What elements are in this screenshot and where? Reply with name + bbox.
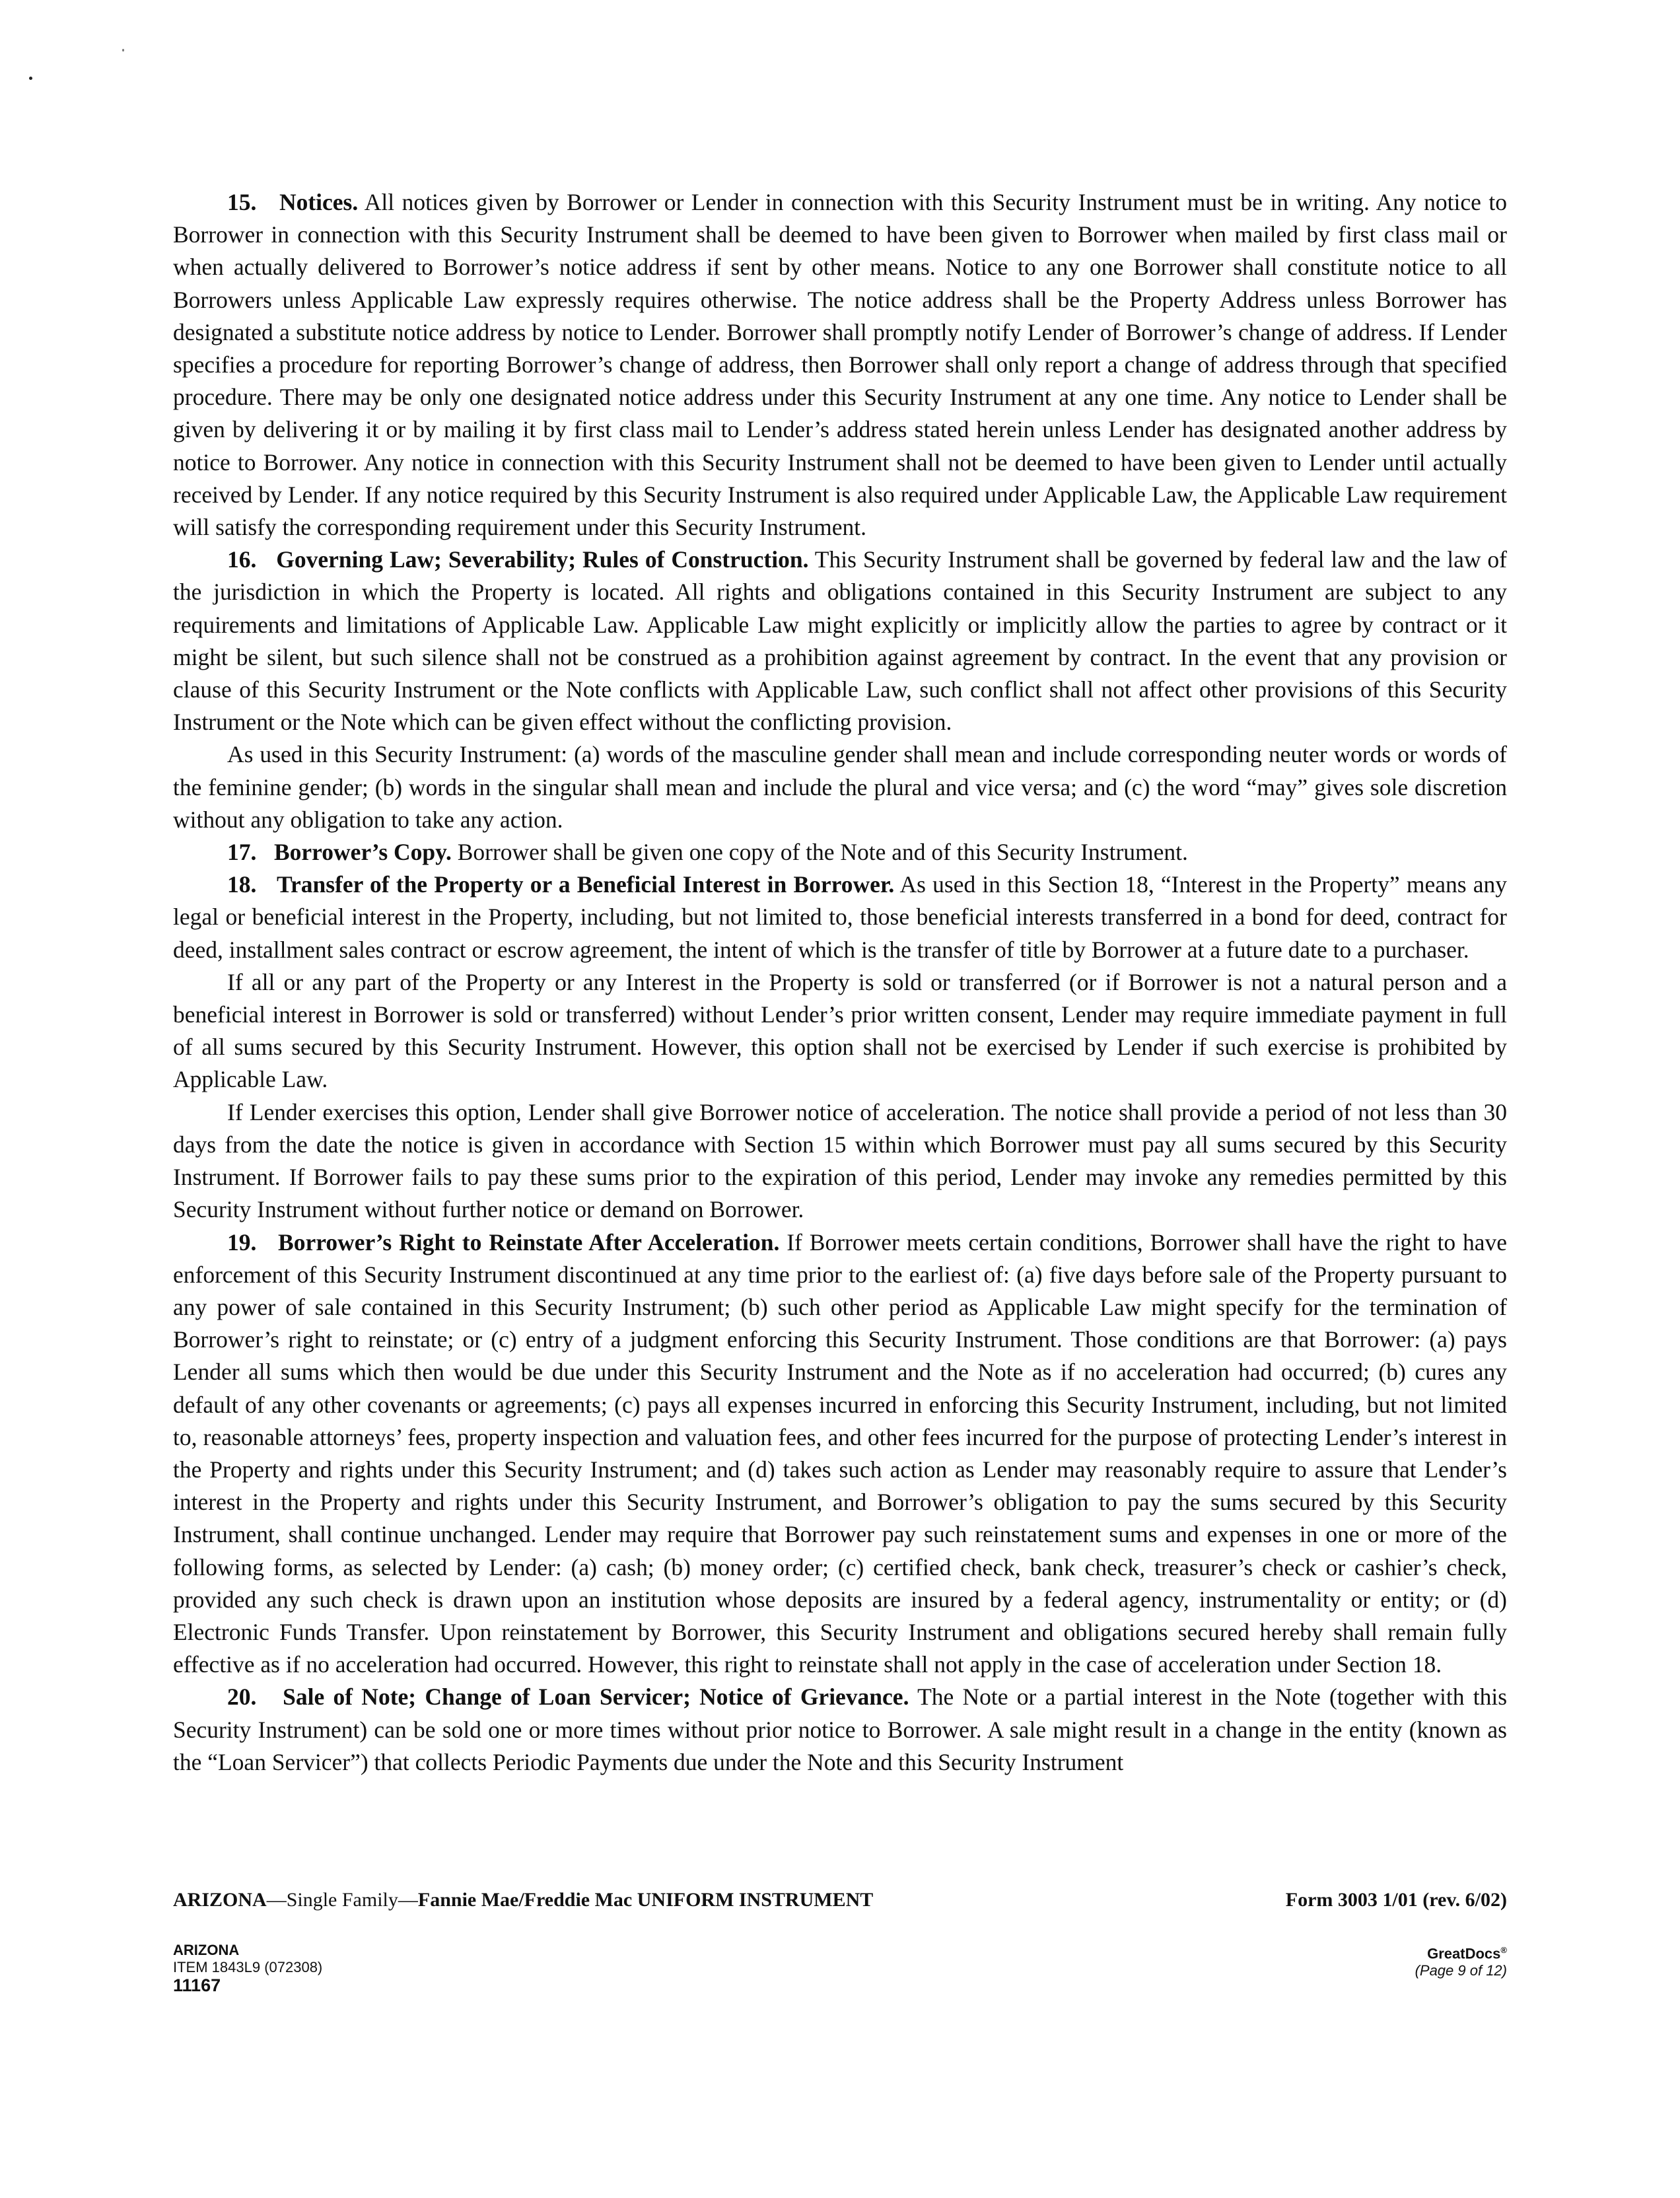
registered-mark: ® <box>1500 1945 1507 1955</box>
footer-state-label: ARIZONA <box>173 1942 240 1958</box>
item-code: ITEM 1843L9 (072308) <box>173 1959 323 1975</box>
page-number: (Page 9 of 12) <box>1415 1962 1507 1979</box>
instrument-title <box>173 1889 873 1911</box>
section-number: 19. <box>227 1228 257 1256</box>
section-text: If Borrower meets certain conditions, Borrower shall have the right to have enforcement of this Security Instrument discontinued at any time prior to the earliest of: (a) five days before sale of the Property pursuant to any power of sale contained in this Security Instrument; (b) such other period as Applicable Law might specify for the termination of Borrower’s right to reinstate; or (c) entry of a judgment enforcing this Security Instrument. Those conditions are that Borrower: (a) pays Lender all sums which then would be due under this Security Instrument and the Note as if no acceleration had occurred; (b) cures any default of any other covenants or agreements; (c) pays all expenses incurred in enforcing this Security Instrument, including, but not limited to, reasonable attorneys’ fees, property inspection and valuation fees, and other fees incurred for the purpose of protecting Lender’s interest in the Property and rights under this Security Instrument; and (d) takes such action as Lender may reasonably require to assure that Lender’s interest in the Property and rights under this Security Instrument, and Borrower’s obligation to pay the sums secured by this Security Instrument, shall continue unchanged. Lender may require that Borrower pay such reinstatement sums and expenses in one or more of the following forms, as selected by Lender: (a) cash; (b) money order; (c) certified check, bank check, treasurer’s check or cashier’s check, provided any such check is drawn upon an institution whose deposits are insured by a federal agency, instrumentality or entity; or (d) Electronic Funds Transfer. Upon reinstatement by Borrower, this Security Instrument and obligations secured hereby shall remain fully effective as if no acceleration had occurred. However, this right to reinstate shall not apply in the case of acceleration under Section 18. <box>173 1228 1508 1678</box>
section-number: 17. <box>227 839 257 866</box>
footer-family: —Single Family— <box>266 1889 418 1911</box>
footer-brand <box>1415 1942 1507 1979</box>
document-body <box>173 186 1507 1779</box>
scan-speck <box>122 49 124 52</box>
section-heading: Notices. <box>279 189 359 215</box>
section-16-paragraph: As used in this Security Instrument: (a) words of the masculine gender shall mean and include corresponding neuter words or words of the feminine gender; (b) words in the singular shall mean and include the plural and vice versa; and (c) the word “may” gives sole discretion without any obligation to take any action. <box>173 741 1507 833</box>
brand-text: GreatDocs <box>1427 1945 1501 1962</box>
section-number: 15. <box>227 189 257 215</box>
section-heading: Governing Law; Severability; Rules of Construction. <box>276 546 809 573</box>
doc-number: 11167 <box>173 1975 221 1995</box>
section-20 <box>173 1681 1507 1779</box>
brand-name <box>1415 1942 1507 1962</box>
section-heading: Borrower’s Copy. <box>274 839 452 866</box>
footer-meta <box>173 1942 322 1995</box>
section-heading: Transfer of the Property or a Beneficial Interest in Borrower. <box>276 871 895 898</box>
section-15 <box>173 186 1507 544</box>
section-18 <box>173 869 1507 966</box>
section-text: As used in this Section 18, “Interest in the Property” means any legal or beneficial interest in the Property, including, but not limited to, those beneficial interests transferred in a bond for deed, contract for deed, installment sales contract or escrow agreement, the intent of which is the transfer of title by Borrower at a future date to a purchaser. <box>173 871 1508 963</box>
section-18-paragraph: If Lender exercises this option, Lender shall give Borrower notice of acceleration. The notice shall provide a period of not less than 30 days from the date the notice is given in accordance with Section 15 within which Borrower must pay all sums secured by this Security Instrument. If Borrower fails to pay these sums prior to the expiration of this period, Lender may invoke any remedies permitted by this Security Instrument without further notice or demand on Borrower. <box>173 1098 1507 1223</box>
section-heading: Sale of Note; Change of Loan Servicer; Notice of Grievance. <box>283 1684 909 1711</box>
scan-speck <box>29 77 32 80</box>
section-16 <box>173 544 1507 738</box>
section-number: 16. <box>227 546 257 573</box>
section-text: Borrower shall be given one copy of the Note and of this Security Instrument. <box>457 839 1188 866</box>
form-footer-line <box>173 1889 1507 1922</box>
section-text: This Security Instrument shall be governed by federal law and the law of the jurisdiction in which the Property is located. All rights and obligations contained in this Security Instrument are subject to any requirements and limitations of Applicable Law. Applicable Law might explicitly or implicitly allow the parties to agree by contract or it might be silent, but such silence shall not be construed as a prohibition against agreement by contract. In the event that any provision or clause of this Security Instrument or the Note conflicts with Applicable Law, such conflict shall not affect other provisions of this Security Instrument or the Note which can be given effect without the conflicting provision. <box>173 546 1507 736</box>
section-number: 18. <box>227 871 257 898</box>
section-19 <box>173 1226 1507 1682</box>
section-17 <box>173 836 1507 869</box>
section-heading: Borrower’s Right to Reinstate After Acceleration. <box>278 1228 780 1256</box>
form-id: Form 3003 1/01 (rev. 6/02) <box>1285 1889 1507 1911</box>
section-18-paragraph: If all or any part of the Property or any Interest in the Property is sold or transferred (or if Borrower is not a natural person and a beneficial interest in Borrower is sold or transferred) without Lender’s prior written consent, Lender may require immediate payment in full of all sums secured by this Security Instrument. However, this option shall not be exercised by Lender if such exercise is prohibited by Applicable Law. <box>173 968 1507 1093</box>
section-text: All notices given by Borrower or Lender in connection with this Security Instrument must be in writing. Any notice to Borrower in connection with this Security Instrument shall be deemed to have been given to Borrower when mailed by first class mail or when actually delivered to Borrower’s notice address if sent by other means. Notice to any one Borrower shall constitute notice to all Borrowers unless Applicable Law expressly requires otherwise. The notice address shall be the Property Address unless Borrower has designated a substitute notice address by notice to Lender. Borrower shall promptly notify Lender of Borrower’s change of address. If Lender specifies a procedure for reporting Borrower’s change of address, then Borrower shall only report a change of address through that specified procedure. There may be only one designated notice address under this Security Instrument at any one time. Any notice to Lender shall be given by delivering it or by mailing it by first class mail to Lender’s address stated herein unless Lender has designated another address by notice to Borrower. Any notice in connection with this Security Instrument shall not be deemed to have been given to Lender until actually received by Lender. If any notice required by this Security Instrument is also required under Applicable Law, the Applicable Law requirement will satisfy the corresponding requirement under this Security Instrument. <box>173 189 1508 541</box>
section-text: The Note or a partial interest in the Note (together with this Security Instrument) can be sold one or more times without prior notice to Borrower. A sale might result in a change in the entity (known as the “Loan Servicer”) that collects Periodic Payments due under the Note and this Security Instrument <box>173 1684 1508 1775</box>
footer-instrument: Fannie Mae/Freddie Mac UNIFORM INSTRUMENT <box>417 1889 874 1911</box>
section-number: 20. <box>227 1684 257 1711</box>
footer-state: ARIZONA <box>173 1889 267 1911</box>
